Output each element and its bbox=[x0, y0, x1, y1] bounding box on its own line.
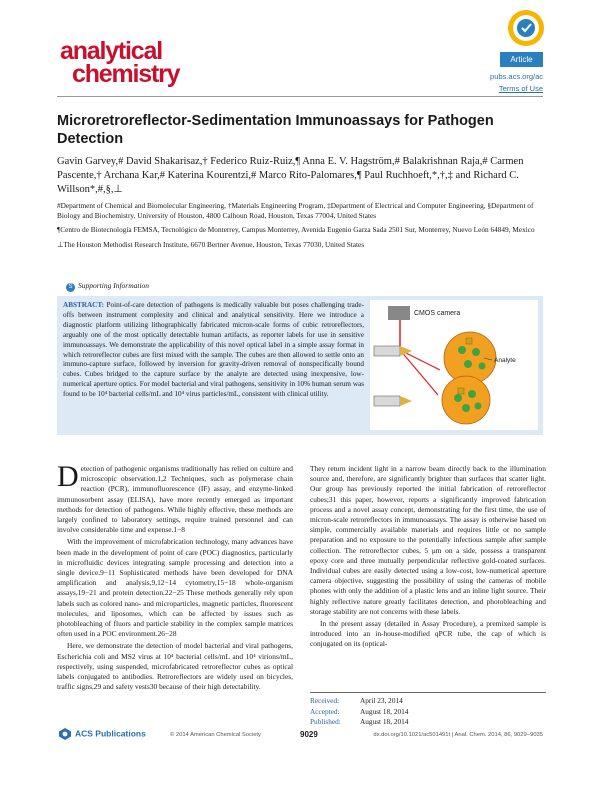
accepted-label: Accepted: bbox=[310, 706, 340, 716]
abstract-text bbox=[63, 301, 364, 400]
supporting-info-link[interactable] bbox=[66, 281, 149, 292]
accepted-date: August 18, 2014 bbox=[360, 706, 409, 716]
abstract-box bbox=[57, 296, 543, 435]
drop-cap: D bbox=[57, 460, 79, 493]
copyright-notice: © 2014 American Chemical Society bbox=[170, 732, 261, 738]
author-list: Gavin Garvey,# David Shakarisaz,† Federico Ruiz-Ruiz,¶ Anna E. V. Hagström,# Balakrishnan Raja,# Carmen Pascente,† Archana Kar,# Katerina Kourentzi,# Marco Rito-Palomares,¶ Paul Ruchhoeft,*,†,‡ and Richard C. Willson*,#,§,⊥ bbox=[57, 156, 524, 195]
body-paragraph: In the present assay (detailed in Assay Procedure), a premixed sample is introduced into an in-house-modified qPCR tube, the cap of which is conjugated on its (optical- bbox=[310, 619, 546, 649]
header-divider bbox=[57, 96, 543, 97]
journal-name-line2: chemistry bbox=[72, 59, 180, 88]
journal-logo bbox=[60, 37, 180, 88]
body-paragraph: With the improvement of microfabrication technology, many advances have been made in the development of point of care (POC) diagnostics, particularly in microfluidic devices integrating sample processing and detection into a single device.9−11 Sophisticated methods have been developed for DNA amplification and analysis,9,12−14 cytometry,15−18 whole-organism assays,19−21 and protein detection.22−25 These methods generally rely upon labels such as colored nano- and microparticles, magnetic particles, fluorescent molecules, and liposomes, which can be affected by issues such as photobleaching of fluors and particle stability in the complex sample matrices often used in a POC environment.26−28 bbox=[57, 537, 293, 639]
authorchoice-badge-icon bbox=[506, 8, 546, 48]
body-paragraph: Here, we demonstrate the detection of model bacterial and viral pathogens, Escherichia coli and MS2 virus at 10⁴ bacterial cells/mL and 10⁴ virions/mL, respectively, using suspended, microfabricated retroreflector cubes as optical labels conjugated to antibodies. Retroreflectors are widely used on bicycles, traffic signs,29 and safety vests30 because of their high detectability. bbox=[57, 641, 293, 692]
body-paragraph: Detection of pathogenic organisms traditionally has relied on culture and microscopic observation.1,2 Techniques, such as polymerase chain reaction (PCR), immunofluorescence (IF) assay, and enzyme-linked immunosorbent assay (ELISA), have more recently emerged as important methods for detection of pathogens. While highly effective, these methods are largely confined to laboratory settings, require trained personnel and can involve considerable time and expense.1−8 bbox=[57, 460, 293, 535]
received-label: Received: bbox=[310, 696, 340, 705]
journal-name-line1: analytical bbox=[60, 37, 162, 65]
toc-label-analyte: Analyte bbox=[494, 357, 516, 364]
page-number: 9029 bbox=[300, 730, 318, 739]
abstract-body: Point-of-care detection of pathogens is medically valuable but poses challenging trade-offs between instrument complexity and clinical and analytical sensitivity. Here we introduce a diagnostic platform utilizing lithographically fabricated micron-scale forms of cubic retroreflectors, arguably one of the most optically detectable human artifacts, as reporter labels for use in sensitive immunoassays. We demonstrate the applicability of this novel optical label in a simple assay format in which retroreflector cubes are first mixed with the sample. The cubes are then allowed to settle onto an immuno-capture surface, followed by inversion for gravity-driven removal of nonspecifically bound cubes. Cubes bridged to the capture surface by the analyte are detected using inexpensive, low-numerical aperture optics. For model bacterial and viral pathogens, sensitivity in 10% human serum was found to be 10⁴ bacterial cells/mL and 10⁴ virus particles/mL, consistent with clinical utility. bbox=[63, 301, 364, 399]
article-title: Microretroreflector-Sedimentation Immunoassays for Pathogen Detection bbox=[57, 113, 494, 147]
capture-zoom-bottom bbox=[442, 376, 490, 424]
publication-history bbox=[310, 692, 546, 728]
body-column-left bbox=[57, 460, 293, 694]
terms-of-use-link[interactable]: Terms of Use bbox=[498, 84, 543, 93]
affiliations bbox=[57, 201, 547, 254]
camera-body-icon bbox=[388, 306, 410, 320]
publisher-logo bbox=[58, 727, 146, 741]
supporting-info-label: Supporting Information bbox=[78, 281, 150, 290]
body-column-right bbox=[310, 464, 546, 652]
toc-graphic bbox=[370, 300, 538, 430]
affiliation-item: ¶Centro de Biotecnología FEMSA, Tecnológico de Monterrey, Campus Monterrey, Avenida Eugenio Garza Sada 2501 Sur, Monterrey, Nuevo León 64849, Mexico bbox=[57, 225, 535, 235]
article-type-tab: Article bbox=[500, 52, 543, 67]
journal-site-link[interactable]: pubs.acs.org/ac bbox=[490, 72, 543, 81]
received-date: April 23, 2014 bbox=[360, 696, 403, 705]
published-date: August 18, 2014 bbox=[360, 717, 409, 726]
doi-citation: dx.doi.org/10.1021/ac501491t | Anal. Chem. 2014, 86, 9029−9035 bbox=[373, 732, 543, 738]
abstract-label: ABSTRACT: bbox=[63, 301, 105, 309]
publisher-name: ACS Publications bbox=[75, 728, 146, 739]
supporting-info-icon: S bbox=[66, 283, 75, 292]
acs-logo-icon bbox=[58, 727, 72, 741]
toc-label-camera: CMOS camera bbox=[414, 310, 461, 317]
body-paragraph: They return incident light in a narrow beam directly back to the illumination source and, therefore, are significantly brighter than surfaces that scatter light. Our group has previously reported the initial fabrication of retroreflector cubes;31 this paper, however, reports a significantly improved fabrication process and a novel assay concept, demonstrating for the first time, the use of micron-scale retroreflectors in immunoassays. The assay is otherwise based on simple, commercially available materials and requires little or no sample preparation and no exposure to the potentially infectious sample after sample collection. The retroreflector cubes, 5 μm on a side, possess a transparent epoxy core and three mutually perpendicular reflective gold-coated surfaces. Individual cubes are easily detected using a low-cost, low-numerical aperture camera objective, suggesting the possibility of using the cameras of mobile phones with only the addition of a plastic lens and an inline light source. Their highly reflective nature greatly facilitates detection, and photobleaching and storage stability are not concerns with these labels. bbox=[310, 464, 546, 616]
published-label: Published: bbox=[310, 717, 341, 726]
affiliation-item: ⊥The Houston Methodist Research Institute, 6670 Bertner Avenue, Houston, Texas 77030, United States bbox=[57, 239, 365, 249]
affiliation-item: #Department of Chemical and Biomolecular Engineering, †Materials Engineering Program, ‡Department of Electrical and Computer Engineering, §Department of Biology and Biochemistry, University of Houston, 4800 Calhoun Road, Houston, Texas 77004, United States bbox=[57, 201, 534, 221]
